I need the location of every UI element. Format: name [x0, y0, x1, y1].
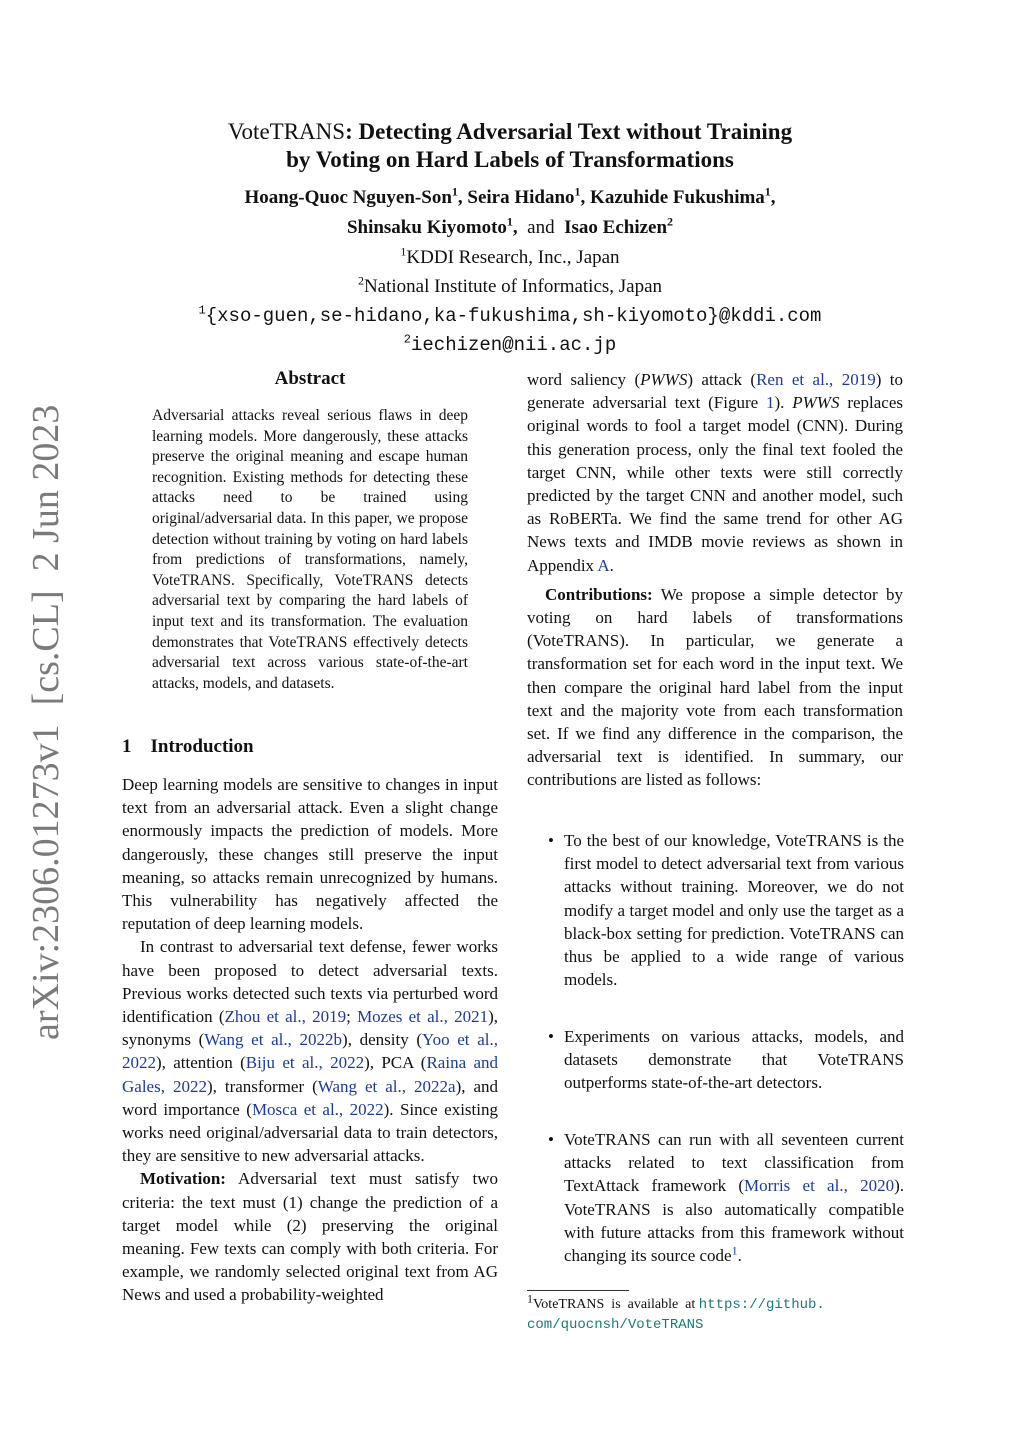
right-paragraph-2	[527, 583, 903, 792]
text: replaces original words to fool a target model (CNN). During this generation process, only the final text fooled the target CNN, while other texts were still correctly predicted by the target CNN and another model, such as RoBERTa. We find the same trend for other AG News texts and IMDB movie reviews as shown in Appendix	[527, 393, 903, 575]
text: ;	[346, 1007, 358, 1027]
citation-link[interactable]: Wang et al., 2022a	[317, 1076, 456, 1096]
text: Adversarial text must satisfy two criteria: the text must (1) change the prediction of a target model while (2) preserving the original meaning. Few texts can comply with both criteria. For example, we randomly selected original text from AG News and used a probability-weighted	[122, 1169, 498, 1305]
arxiv-stamp	[8, 0, 70, 1448]
author-sup: 1	[764, 184, 771, 199]
paragraph-lead: Contributions:	[545, 584, 653, 604]
title-rest: : Detecting Adversarial Text without Training	[345, 119, 793, 144]
author: Shinsaku Kiyomoto	[346, 217, 507, 238]
text: ), transformer (	[206, 1076, 318, 1096]
email-2	[150, 334, 870, 356]
appendix-ref-link[interactable]: A	[597, 555, 610, 575]
footnote-text: VoteTRANS is available at	[533, 1297, 699, 1312]
citation-link[interactable]: Ren et al., 2019	[756, 370, 876, 389]
text: word saliency (	[527, 370, 641, 389]
author: Seira Hidano	[467, 187, 575, 208]
github-link-cont[interactable]: com/quocnsh/VoteTRANS	[527, 1317, 704, 1333]
text: ) attack (	[687, 370, 757, 389]
text: ), density (	[342, 1030, 423, 1050]
text: ), synonyms (	[122, 1007, 498, 1050]
list-item	[548, 1025, 904, 1095]
paragraph-lead: Motivation:	[140, 1169, 226, 1189]
text: ). VoteTRANS is also automatically compatible with future attacks from this framework without changing its source code	[564, 1176, 904, 1266]
author-sup: 1	[574, 184, 581, 199]
citation-link[interactable]: Biju et al., 2022	[245, 1053, 365, 1073]
author-sup: 1	[451, 184, 458, 199]
footnote	[527, 1291, 903, 1335]
footnote-ref[interactable]: 1	[731, 1243, 738, 1258]
citation-link[interactable]: Yoo et al., 2022	[122, 1030, 498, 1073]
title-line-2: by Voting on Hard Labels of Transformations	[286, 147, 734, 172]
author-sup: 1	[506, 214, 513, 229]
section-heading	[122, 736, 254, 758]
text: .	[609, 555, 614, 575]
bullet-mark: •	[548, 831, 554, 850]
list-item	[548, 829, 904, 991]
abstract-text: Adversarial attacks reveal serious flaws in deep learning models. More dangerously, these attacks preserve the original meaning and escape human recognition. Existing methods for detecting these attacks need to be trained using original/adversarial data. In this paper, we propose detection without training by voting on hard labels from predictions of transformations, namely, VoteTRANS. Specifically, VoteTRANS detects adversarial text by comparing the hard labels of input text and its transformation. The evaluation demonstrates that VoteTRANS effectively detects adversarial text across various state-of-the-art attacks, models, and datasets.	[152, 407, 468, 692]
author: Hoang-Quoc Nguyen-Son	[244, 187, 452, 208]
github-link[interactable]: https://github.	[698, 1297, 825, 1313]
figure-ref-link[interactable]: 1	[766, 393, 775, 413]
text: ), attention (	[156, 1053, 246, 1073]
bullet-text	[564, 1128, 904, 1267]
text: ), PCA (	[364, 1053, 427, 1073]
text: We propose a simple detector by voting on hard labels of transformations (VoteTRANS). In particular, we generate a transformation set for each word in the input text. We then compare the original hard label from the input text and the majority vote from each transformation set. If we find any difference in the comparison, the adversarial text is identified. In summary, our contributions are listed as follows:	[527, 584, 903, 790]
paper-title	[150, 118, 870, 174]
author: Kazuhide Fukushima	[590, 187, 765, 208]
section-heading-text: 1 Introduction	[122, 736, 254, 757]
affiliation-1	[150, 244, 870, 269]
left-column	[122, 773, 498, 1307]
affil-sup: 2	[403, 332, 411, 347]
intro-paragraph-2	[122, 935, 498, 1167]
bullet-text: To the best of our knowledge, VoteTRANS is the first model to detect adversarial text from various attacks without training. Moreover, we do not modify a target model and only use the target as a black-box setting for prediction. VoteTRANS can thus be applied to a wide range of various models.	[564, 831, 904, 990]
text: ) to generate adversarial text (Figure	[527, 370, 903, 413]
author-line-2: Shinsaku Kiyomoto$^1$, and Isao Echizen$^2$	[346, 214, 674, 238]
author: Isao Echizen	[564, 217, 668, 238]
email-text: {xso-guen,se-hidano,ka-fukushima,sh-kiyomoto}@kddi.com	[205, 305, 822, 327]
italic-term: PWWS	[640, 370, 688, 389]
list-item	[548, 1128, 904, 1267]
right-paragraph-1	[527, 368, 903, 577]
citation-link[interactable]: Wang et al., 2022b	[204, 1030, 343, 1050]
intro-paragraph-3	[122, 1167, 498, 1306]
affil-text: National Institute of Informatics, Japan	[363, 276, 663, 297]
text: ).	[774, 393, 793, 413]
title-line-1	[150, 118, 870, 146]
and-word: and	[527, 217, 555, 238]
citation-link[interactable]: Mosca et al., 2022	[251, 1099, 384, 1119]
text: .	[737, 1246, 742, 1266]
affil-text: KDDI Research, Inc., Japan	[406, 247, 620, 268]
text: VoteTRANS can run with all seventeen current attacks related to text classification from TextAttack framework (	[564, 1130, 904, 1196]
footnote-rule	[527, 1290, 629, 1291]
arxiv-stamp-text: arXiv:2306.01273v1 [cs.CL] 2 Jun 2023	[25, 404, 67, 1040]
citation-link[interactable]: Morris et al., 2020	[744, 1176, 895, 1196]
author-sup: 2	[667, 214, 674, 229]
affil-sup: 1	[198, 303, 206, 318]
affiliation-2	[150, 273, 870, 298]
affil-sup: 1	[400, 244, 407, 259]
bullet-text: Experiments on various attacks, models, and datasets demonstrate that VoteTRANS outperforms state-of-the-art detectors.	[564, 1027, 904, 1093]
email-text: iechizen@nii.ac.jp	[410, 334, 617, 356]
text: ). Since existing works need original/adversarial data to train detectors, they are sensitive to new adversarial attacks.	[122, 1099, 498, 1166]
citation-link[interactable]: Mozes et al., 2021	[357, 1007, 489, 1027]
right-column-top	[527, 368, 903, 792]
text: ), and word importance (	[122, 1076, 499, 1119]
citation-link[interactable]: Raina and Gales, 2022	[122, 1053, 499, 1096]
bullet-mark: •	[548, 1027, 554, 1046]
italic-term: PWWS	[792, 393, 840, 413]
intro-paragraph-1: Deep learning models are sensitive to changes in input text from an adversarial attack. Even a slight change enormously impacts the prediction of models. More dangerously, these changes still preserve the input meaning, so attacks remain unrecognized by humans. This vulnerability has negatively affected the reputation of deep learning models.	[122, 775, 498, 934]
citation-link[interactable]: Zhou et al., 2019	[224, 1007, 347, 1027]
author-line-1: Hoang-Quoc Nguyen-Son$^1$, Seira Hidano$^1$, Kazuhide Fukushima$^1$,	[244, 184, 776, 208]
affil-sup: 2	[357, 273, 364, 288]
footnote-number: 1	[527, 1291, 533, 1306]
title-name: VoteTRANS	[227, 119, 346, 144]
abstract-heading: Abstract	[274, 368, 346, 389]
text: In contrast to adversarial text defense, fewer works have been proposed to detect adversarial texts. Previous works detected such texts via perturbed word identification (	[122, 937, 498, 1027]
bullet-mark: •	[548, 1130, 554, 1149]
email-1	[150, 305, 870, 327]
